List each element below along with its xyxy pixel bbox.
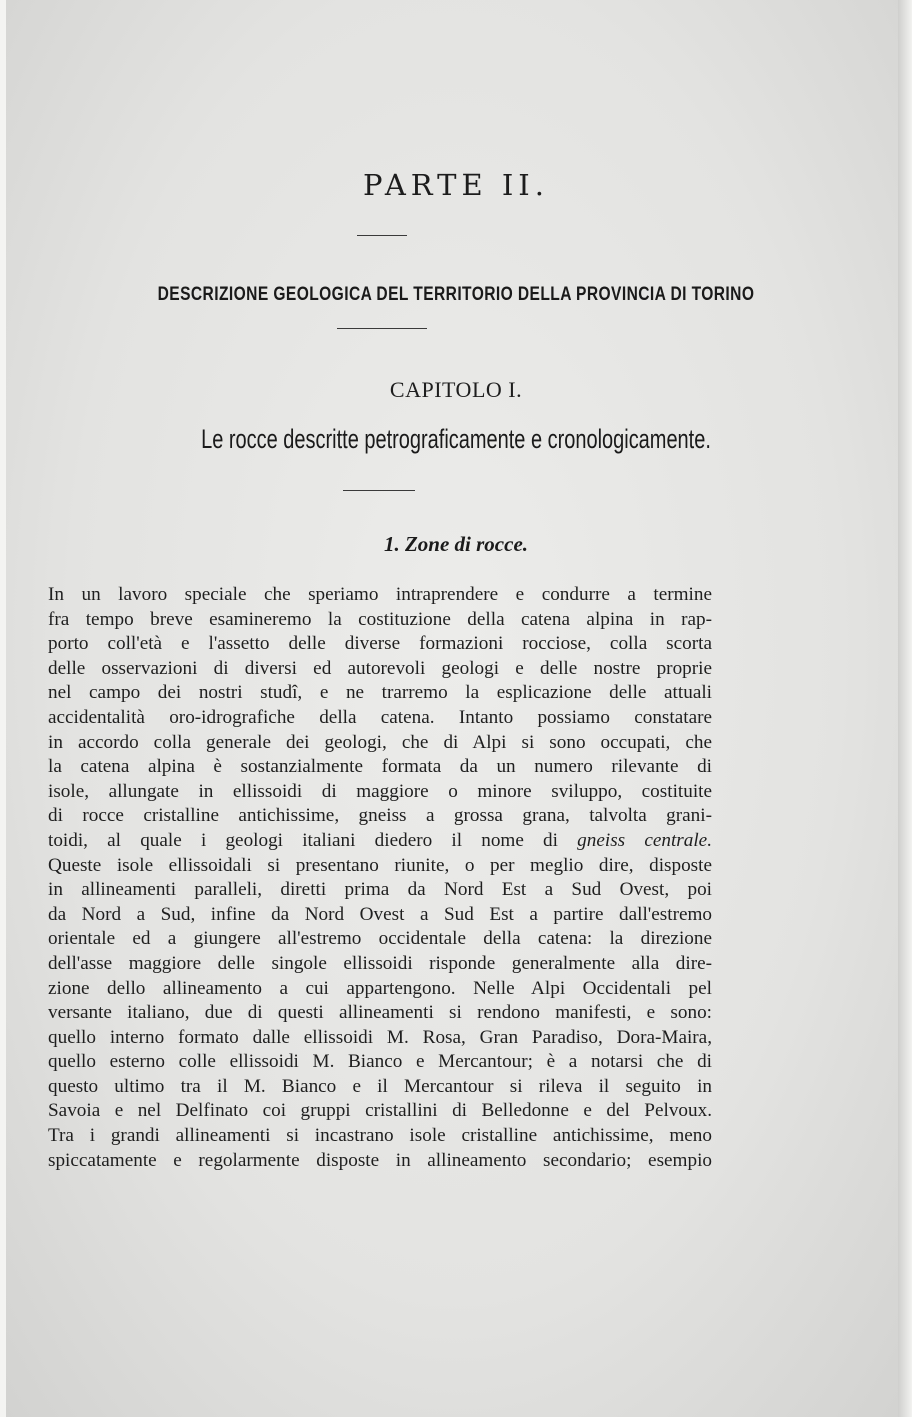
- text-line: quello esterno colle ellissoidi M. Bianco e Mercantour; è a notarsi che di: [48, 1051, 712, 1073]
- text-line: quello interno formato dalle ellissoidi M. Rosa, Gran Paradiso, Dora-Maira,: [48, 1026, 712, 1048]
- text-line: da Nord a Sud, infine da Nord Ovest a Sud Est a partire dall'estremo: [48, 903, 712, 925]
- text-line: in accordo colla generale dei geologi, che di Alpi si sono occupati, che: [48, 731, 712, 753]
- text-line: delle osservazioni di diversi ed autorevoli geologi e delle nostre proprie: [48, 657, 712, 679]
- text-line: dell'asse maggiore delle singole ellissoidi risponde generalmente alla dire-: [48, 952, 712, 974]
- text-line-with-term: [48, 829, 712, 854]
- part-title: PARTE II.: [363, 168, 549, 202]
- text-segment: toidi, al quale i geologi italiani diedero il nome di: [48, 829, 558, 851]
- text-line: fra tempo breve esamineremo la costituzione della catena alpina in rap-: [48, 608, 712, 630]
- divider-rule: [337, 328, 427, 329]
- chapter-title: Le rocce descritte petrograficamente e cronologicamente.: [201, 424, 711, 454]
- section-heading: DESCRIZIONE GEOLOGICA DEL TERRITORIO DELLA PROVINCIA DI TORINO: [157, 284, 755, 305]
- text-line: di rocce cristalline antichissime, gneiss a grossa grana, talvolta grani-: [48, 805, 712, 827]
- body-paragraph: [48, 583, 712, 1173]
- text-line: in allineamenti paralleli, diretti prima da Nord Est a Sud Ovest, poi: [48, 879, 712, 901]
- text-line: accidentalità oro-idrografiche della catena. Intanto possiamo constatare: [48, 706, 712, 728]
- subsection-title: 1. Zone di rocce.: [383, 532, 529, 556]
- text-line: isole, allungate in ellissoidi di maggiore o minore sviluppo, costituite: [48, 780, 712, 802]
- text-line: spiccatamente e regolarmente disposte in allineamento secondario; esempio: [48, 1149, 712, 1171]
- divider-rule: [343, 490, 415, 491]
- text-line: la catena alpina è sostanzialmente formata da un numero rilevante di: [48, 756, 712, 778]
- text-line: In un lavoro speciale che speriamo intraprendere e condurre a termine: [48, 584, 712, 605]
- page-left-edge: [0, 0, 6, 1417]
- text-line: Queste isole ellissoidali si presentano riunite, o per meglio dire, disposte: [48, 854, 712, 876]
- text-line: Savoia e nel Delfinato coi gruppi cristallini di Belledonne e del Pelvoux.: [48, 1100, 712, 1122]
- text-line: orientale ed a giungere all'estremo occidentale della catena: la direzione: [48, 928, 712, 950]
- text-line: zione dello allineamento a cui appartengono. Nelle Alpi Occidentali pel: [48, 977, 712, 999]
- text-line: questo ultimo tra il M. Bianco e il Mercantour si rileva il seguito in: [48, 1075, 712, 1097]
- divider-rule: [357, 235, 407, 236]
- text-line: porto coll'età e l'assetto delle diverse formazioni rocciose, colla scorta: [48, 633, 712, 655]
- chapter-label: CAPITOLO I.: [389, 377, 523, 402]
- text-line: nel campo dei nostri studî, e ne trarremo la esplicazione delle attuali: [48, 682, 712, 704]
- page-right-edge: [898, 0, 912, 1417]
- text-line: Tra i grandi allineamenti si incastrano isole cristalline antichissime, meno: [48, 1125, 712, 1147]
- italic-term: gneiss centrale.: [577, 829, 712, 851]
- text-line: versante italiano, due di questi allineamenti si rendono manifesti, e sono:: [48, 1002, 712, 1024]
